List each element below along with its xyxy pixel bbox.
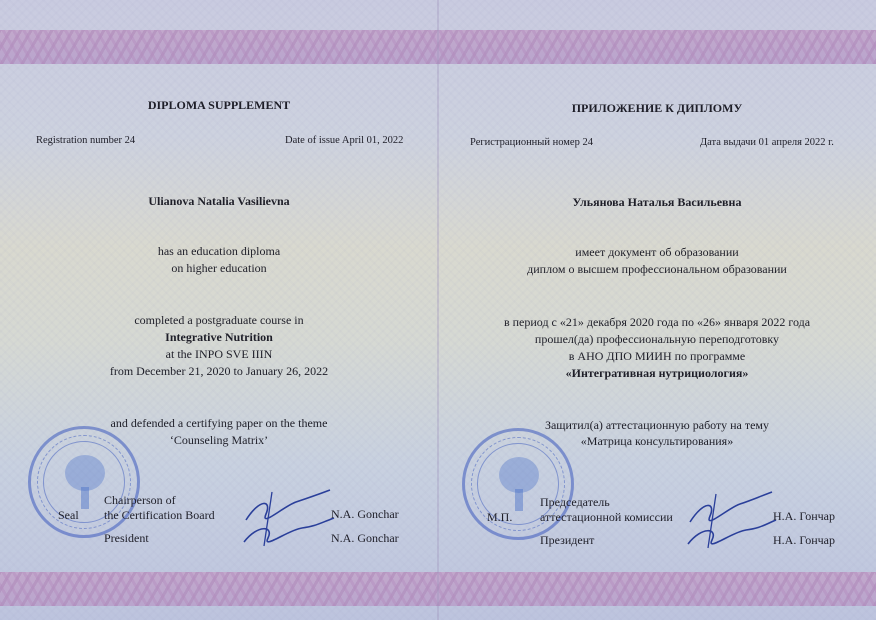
left-defense-line1: and defended a certifying paper on the theme: [110, 416, 328, 430]
left-signer2: N.A. Gonchar: [331, 531, 399, 545]
right-institution-line: в АНО ДПО МИИН по программе: [568, 349, 746, 363]
right-retraining-line: прошел(да) профессиональную переподготовку: [534, 332, 780, 346]
right-seal-label: М.П.: [487, 510, 513, 524]
right-chair-line2: аттестационной комиссии: [540, 510, 673, 524]
left-education-line1: has an education diploma: [157, 244, 281, 258]
right-defense-line1: Защитил(а) аттестационную работу на тему: [544, 418, 770, 432]
right-signature: [684, 486, 780, 552]
left-registration-number: Registration number 24: [36, 135, 136, 146]
right-chair-line1: Председатель: [540, 495, 610, 509]
right-president-label: Президент: [540, 533, 595, 547]
right-education-line2: диплом о высшем профессиональном образовании: [527, 262, 787, 276]
page-divider: [437, 0, 439, 620]
left-signature: [238, 484, 338, 550]
right-education-line1: имеет документ об образовании: [575, 245, 739, 259]
left-course-dates: from December 21, 2020 to January 26, 2022: [109, 364, 329, 378]
left-defense-theme: ‘Counseling Matrix’: [169, 433, 269, 447]
right-signer1: Н.А. Гончар: [773, 509, 835, 523]
left-seal-label: Seal: [58, 508, 79, 522]
right-period-line: в период с «21» декабря 2020 года по «26» января 2022 года: [503, 315, 811, 329]
left-issue-date: Date of issue April 01, 2022: [285, 135, 404, 146]
right-defense-theme: «Матрица консультирования»: [580, 434, 734, 448]
left-president-label: President: [104, 531, 149, 545]
left-title: DIPLOMA SUPPLEMENT: [147, 98, 291, 112]
left-education-line2: on higher education: [171, 261, 267, 275]
left-chair-line2: the Certification Board: [104, 508, 215, 522]
left-course-institution: at the INPO SVE IIIN: [165, 347, 273, 361]
right-program: «Интегративная нутрициология»: [565, 366, 749, 380]
left-signer1: N.A. Gonchar: [331, 507, 399, 521]
left-course-line1: completed a postgraduate course in: [134, 313, 304, 327]
right-title: ПРИЛОЖЕНИЕ К ДИПЛОМУ: [571, 101, 743, 115]
left-course-program: Integrative Nutrition: [165, 330, 273, 344]
right-issue-date: Дата выдачи 01 апреля 2022 г.: [700, 137, 834, 148]
left-holder-name: Ulianova Natalia Vasilievna: [148, 194, 290, 208]
right-signer2: Н.А. Гончар: [773, 533, 835, 547]
right-registration-number: Регистрационный номер 24: [470, 137, 593, 148]
left-chair-line1: Chairperson of: [104, 493, 176, 507]
right-holder-name: Ульянова Наталья Васильевна: [572, 195, 742, 209]
